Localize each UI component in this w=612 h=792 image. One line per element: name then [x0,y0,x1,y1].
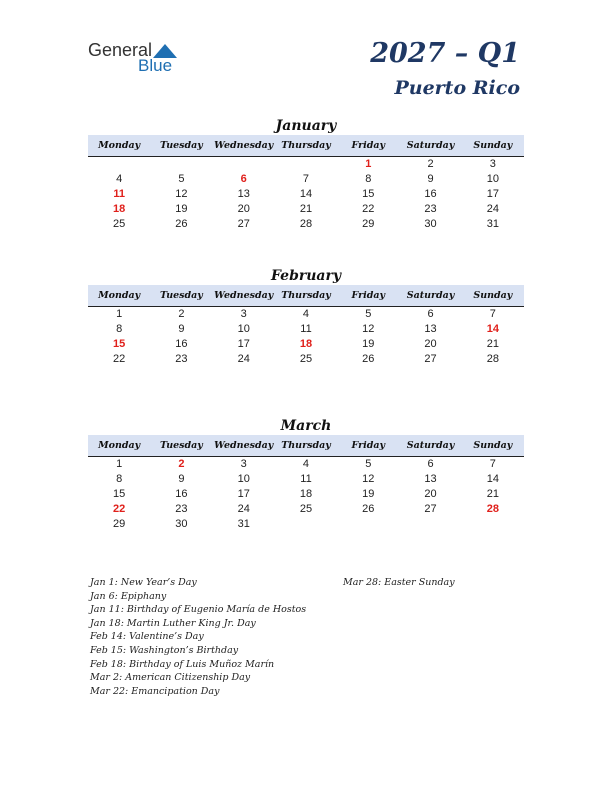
day-cell: 3 [240,458,247,470]
weekday-label: Saturday [406,440,455,451]
week-row [88,307,524,322]
weekday-label: Saturday [406,290,455,301]
day-cell: 15 [362,188,375,200]
day-cell: 21 [486,338,499,350]
holiday-day-cell: 2 [178,458,185,470]
day-cell: 27 [424,353,437,365]
weekday-label: Friday [351,140,386,151]
weekday-label: Friday [351,290,386,301]
day-cell: 19 [175,203,188,215]
day-cell: 22 [113,353,126,365]
weekday-label: Wednesday [214,440,274,451]
day-cell: 20 [237,203,250,215]
day-cell: 31 [237,518,250,530]
day-cell: 19 [362,488,375,500]
day-cell: 13 [424,323,437,335]
day-cell: 7 [489,458,496,470]
day-cell: 29 [362,218,375,230]
day-cell: 5 [178,173,185,185]
weekday-header-row [88,435,524,457]
day-cell: 10 [486,173,499,185]
day-cell: 2 [427,158,434,170]
day-cell: 20 [424,488,437,500]
week-row [88,322,524,337]
weekday-header-row [88,285,524,307]
day-cell: 25 [299,353,313,365]
weekday-label: Saturday [406,140,455,151]
weekday-label: Tuesday [160,440,203,451]
holiday-note: Jan 11: Birthday of Eugenio María de Hostos [90,604,307,616]
week-row [88,217,524,232]
day-cell: 15 [113,488,126,500]
week-row [88,172,524,187]
day-cell: 17 [486,188,499,200]
day-cell: 7 [302,173,310,185]
day-cell: 26 [362,353,375,365]
day-cell: 9 [427,173,434,185]
week-row [88,157,524,172]
weekday-label: Friday [351,440,386,451]
holiday-list-right [343,576,543,590]
holiday-day-cell: 18 [113,203,126,215]
day-cell: 16 [175,338,188,350]
weekday-label: Thursday [281,290,331,301]
day-cell [88,157,150,172]
week-row [88,487,524,502]
day-cell: 30 [175,518,188,530]
day-cell: 8 [365,173,372,185]
day-cell: 21 [299,203,313,215]
day-cell [399,517,461,532]
day-cell: 2 [178,308,185,320]
holiday-day-cell: 15 [113,338,126,350]
day-cell: 14 [299,188,313,200]
day-cell: 13 [424,473,437,485]
week-row [88,202,524,217]
weekday-label: Sunday [473,440,513,451]
weekday-label: Sunday [473,290,513,301]
month-march [88,417,524,532]
day-cell [275,517,337,532]
day-cell: 11 [300,473,312,485]
day-cell: 19 [362,338,375,350]
day-cell: 12 [175,188,188,200]
day-cell: 5 [365,458,372,470]
holiday-note: Feb 18: Birthday of Luis Muñoz Marín [90,658,275,670]
month-title: January [275,118,337,134]
day-cell: 21 [486,488,499,500]
day-cell: 16 [175,488,188,500]
day-cell: 27 [424,503,437,515]
week-row [88,517,524,532]
day-cell: 12 [362,473,375,485]
day-cell: 4 [302,308,310,320]
month-title: March [280,418,332,434]
weekday-label: Tuesday [160,290,203,301]
day-cell: 17 [237,488,250,500]
day-cell: 28 [299,218,313,230]
logo [88,40,188,76]
holiday-list-left [90,576,340,698]
holiday-day-cell: 1 [365,158,372,170]
holiday-note: Jan 6: Epiphany [90,590,167,602]
holiday-day-cell: 18 [299,338,313,350]
day-cell: 23 [175,353,188,365]
day-cell: 22 [362,203,375,215]
day-cell: 23 [424,203,437,215]
day-cell: 1 [116,308,123,320]
month-january [88,117,524,232]
week-row [88,187,524,202]
day-cell: 4 [116,173,123,185]
day-cell [275,157,337,172]
logo-word-blue: Blue [138,56,173,75]
logo-word-general: General [88,40,153,60]
day-cell: 3 [489,158,496,170]
weekday-label: Monday [98,140,141,151]
day-cell: 10 [237,473,250,485]
day-cell [213,157,275,172]
day-cell: 24 [237,353,250,365]
day-cell [337,517,399,532]
day-cell: 6 [427,308,434,320]
day-cell: 23 [175,503,188,515]
weekday-label: Sunday [473,140,513,151]
day-cell [462,517,524,532]
day-cell: 20 [424,338,437,350]
holiday-note: Jan 1: New Year’s Day [90,577,197,588]
holiday-day-cell: 22 [113,503,126,515]
day-cell: 4 [302,458,310,470]
day-cell: 7 [489,308,496,320]
day-cell: 25 [299,503,313,515]
day-cell: 25 [113,218,126,230]
day-cell: 18 [299,488,313,500]
day-cell: 29 [113,518,126,530]
weekday-label: Tuesday [160,140,203,151]
day-cell: 8 [116,323,123,335]
week-row [88,352,524,367]
day-cell: 14 [486,473,499,485]
day-cell: 9 [178,473,185,485]
weekday-label: Wednesday [214,140,274,151]
page-title: 2027 – Q1 [370,38,520,69]
day-cell: 12 [362,323,375,335]
holiday-note: Mar 28: Easter Sunday [343,577,455,588]
holiday-note: Mar 2: American Citizenship Day [90,672,251,684]
day-cell: 11 [300,323,312,335]
holiday-day-cell: 28 [486,503,499,515]
week-row [88,502,524,517]
holiday-day-cell: 11 [113,188,125,200]
week-row [88,337,524,352]
week-row [88,457,524,472]
holiday-note: Feb 14: Valentine’s Day [90,631,204,643]
day-cell: 26 [362,503,375,515]
weekday-label: Monday [98,440,141,451]
weekday-label: Wednesday [214,290,274,301]
day-cell: 24 [486,203,499,215]
day-cell: 16 [424,188,437,200]
day-cell: 8 [116,473,123,485]
day-cell: 3 [240,308,247,320]
day-cell: 17 [237,338,250,350]
day-cell: 6 [427,458,434,470]
month-february [88,267,524,367]
month-title: February [270,268,341,284]
day-cell: 26 [175,218,188,230]
day-cell: 13 [237,188,250,200]
day-cell: 10 [237,323,250,335]
holiday-note: Jan 18: Martin Luther King Jr. Day [90,617,256,629]
holiday-note: Mar 22: Emancipation Day [90,685,220,697]
day-cell: 5 [365,308,372,320]
day-cell: 9 [178,323,185,335]
day-cell: 31 [486,218,499,230]
day-cell: 28 [486,353,499,365]
holiday-day-cell: 6 [240,173,247,185]
week-row [88,472,524,487]
weekday-label: Thursday [281,140,331,151]
page-subtitle: Puerto Rico [394,77,520,99]
day-cell: 27 [237,218,250,230]
weekday-label: Monday [98,290,141,301]
day-cell: 30 [424,218,437,230]
weekday-header-row [88,135,524,157]
weekday-label: Thursday [281,440,331,451]
holiday-note: Feb 15: Washington’s Birthday [90,644,239,656]
day-cell [150,157,212,172]
day-cell: 1 [116,458,123,470]
holiday-day-cell: 14 [486,323,499,335]
day-cell: 24 [237,503,250,515]
